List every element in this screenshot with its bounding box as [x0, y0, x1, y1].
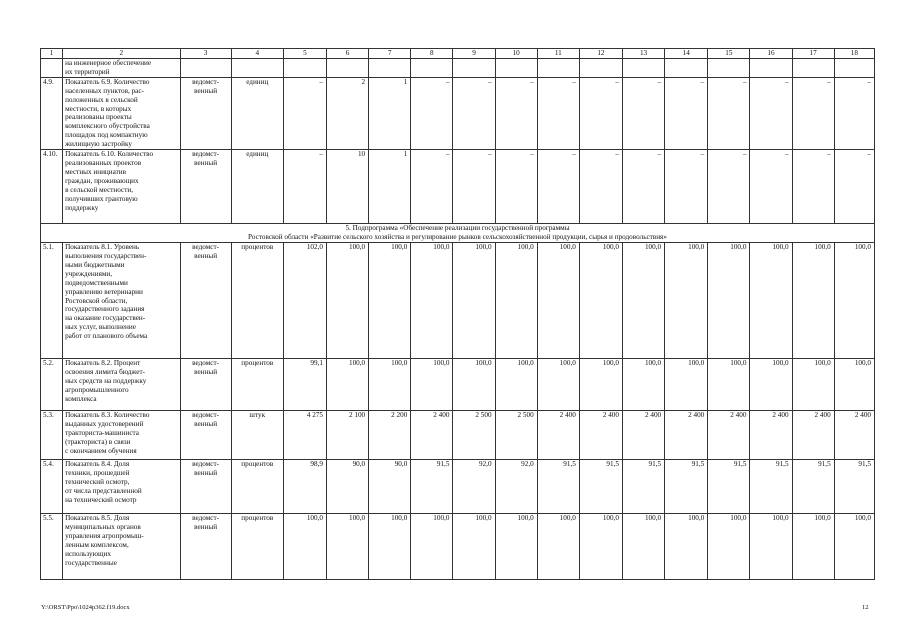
- value-cell: 92,0: [495, 460, 537, 514]
- value-cell: –: [792, 77, 834, 149]
- section-title-line-1: 5. Подпрограмма «Обеспечение реализации государственной программы: [345, 224, 570, 233]
- header-cell: 17: [792, 49, 834, 59]
- value-cell: 100,0: [579, 514, 622, 580]
- value-cell: –: [411, 77, 453, 149]
- value-cell: 4 275: [283, 411, 326, 460]
- table-row: [41, 411, 875, 460]
- header-cell: 2: [63, 49, 180, 59]
- empty-cell: [622, 59, 664, 78]
- value-cell: –: [453, 150, 495, 224]
- header-cell: 12: [579, 49, 622, 59]
- value-cell: 10: [327, 150, 369, 224]
- indicator-type-cell: ведомст- венный: [180, 460, 231, 514]
- value-cell: 100,0: [750, 514, 792, 580]
- table-row: [41, 77, 875, 149]
- table-row: [41, 460, 875, 514]
- value-cell: 2 200: [369, 411, 411, 460]
- row-number-cell: [41, 59, 63, 78]
- value-cell: 100,0: [665, 243, 708, 359]
- header-cell: 10: [495, 49, 537, 59]
- unit-cell: процентов: [231, 243, 283, 359]
- row-number-cell: 5.1.: [41, 243, 63, 359]
- value-cell: 1: [369, 150, 411, 224]
- value-cell: –: [665, 77, 708, 149]
- value-cell: 100,0: [750, 359, 792, 411]
- value-cell: 91,5: [834, 460, 874, 514]
- empty-cell: [537, 59, 579, 78]
- value-cell: 90,0: [327, 460, 369, 514]
- section-header-row: [41, 224, 875, 243]
- header-cell: 9: [453, 49, 495, 59]
- value-cell: 100,0: [708, 243, 750, 359]
- value-cell: 2: [327, 77, 369, 149]
- section-title-line-2: Ростовской области «Развитие сельского хозяйства и регулирование рынков сельскохозяйственной продукции, сырья и продовольствия»: [248, 232, 667, 241]
- header-cell: 16: [750, 49, 792, 59]
- value-cell: 100,0: [411, 514, 453, 580]
- indicator-type-cell: ведомст- венный: [180, 411, 231, 460]
- indicator-type-cell: ведомст- венный: [180, 150, 231, 224]
- value-cell: –: [537, 150, 579, 224]
- value-cell: 100,0: [665, 514, 708, 580]
- empty-cell: [411, 59, 453, 78]
- table-row: [41, 243, 875, 359]
- value-cell: 100,0: [327, 359, 369, 411]
- value-cell: 2 400: [537, 411, 579, 460]
- value-cell: –: [411, 150, 453, 224]
- empty-cell: [792, 59, 834, 78]
- value-cell: 1: [369, 77, 411, 149]
- unit-cell: единиц: [231, 77, 283, 149]
- value-cell: –: [579, 150, 622, 224]
- header-cell: 6: [327, 49, 369, 59]
- empty-cell: [750, 59, 792, 78]
- empty-cell: [834, 59, 874, 78]
- value-cell: 100,0: [792, 359, 834, 411]
- value-cell: –: [537, 77, 579, 149]
- empty-cell: [708, 59, 750, 78]
- value-cell: 100,0: [708, 359, 750, 411]
- value-cell: –: [495, 150, 537, 224]
- unit-cell: процентов: [231, 359, 283, 411]
- value-cell: –: [283, 77, 326, 149]
- value-cell: 100,0: [495, 243, 537, 359]
- value-cell: 2 400: [792, 411, 834, 460]
- value-cell: 91,5: [792, 460, 834, 514]
- value-cell: 91,5: [411, 460, 453, 514]
- value-cell: 91,5: [537, 460, 579, 514]
- value-cell: 100,0: [579, 243, 622, 359]
- value-cell: 91,5: [579, 460, 622, 514]
- unit-cell: процентов: [231, 460, 283, 514]
- indicator-cell: на инженерное обеспечение их территорий: [63, 59, 180, 78]
- value-cell: –: [834, 77, 874, 149]
- empty-cell: [369, 59, 411, 78]
- empty-cell: [283, 59, 326, 78]
- value-cell: –: [834, 150, 874, 224]
- value-cell: 100,0: [622, 359, 664, 411]
- value-cell: 2 400: [579, 411, 622, 460]
- value-cell: –: [792, 150, 834, 224]
- indicator-cell: Показатель 8.5. Доля муниципальных органов управления агропромыш- ленным комплексом, использующих государственные: [63, 514, 180, 580]
- value-cell: 2 400: [708, 411, 750, 460]
- value-cell: 100,0: [834, 359, 874, 411]
- table-row: [41, 59, 875, 78]
- table-row: [41, 359, 875, 411]
- value-cell: –: [495, 77, 537, 149]
- row-number-cell: 5.5.: [41, 514, 63, 580]
- value-cell: 100,0: [537, 359, 579, 411]
- empty-cell: [495, 59, 537, 78]
- header-cell: 5: [283, 49, 326, 59]
- indicator-cell: Показатель 8.3. Количество выданных удостоверений тракториста-машиниста (тракториста) в связи с окончанием обучения: [63, 411, 180, 460]
- value-cell: 100,0: [327, 243, 369, 359]
- value-cell: 2 400: [834, 411, 874, 460]
- value-cell: 91,5: [708, 460, 750, 514]
- value-cell: 2 500: [453, 411, 495, 460]
- indicator-cell: Показатель 8.4. Доля техники, прошедшей технический осмотр, от числа представленной на технический осмотр: [63, 460, 180, 514]
- value-cell: –: [750, 77, 792, 149]
- value-cell: 102,0: [283, 243, 326, 359]
- row-number-cell: 4.9.: [41, 77, 63, 149]
- empty-cell: [665, 59, 708, 78]
- value-cell: 100,0: [369, 359, 411, 411]
- header-cell: 3: [180, 49, 231, 59]
- row-number-cell: 5.3.: [41, 411, 63, 460]
- value-cell: 91,5: [750, 460, 792, 514]
- empty-cell: [231, 59, 283, 78]
- value-cell: 100,0: [708, 514, 750, 580]
- value-cell: 100,0: [369, 243, 411, 359]
- value-cell: 100,0: [283, 514, 326, 580]
- value-cell: 91,5: [622, 460, 664, 514]
- header-cell: 8: [411, 49, 453, 59]
- value-cell: 2 400: [622, 411, 664, 460]
- header-cell: 4: [231, 49, 283, 59]
- value-cell: 100,0: [411, 359, 453, 411]
- value-cell: 100,0: [622, 514, 664, 580]
- value-cell: 2 100: [327, 411, 369, 460]
- value-cell: 100,0: [537, 514, 579, 580]
- indicator-type-cell: ведомст- венный: [180, 77, 231, 149]
- footer-page-number: 12: [862, 604, 869, 611]
- indicator-cell: Показатель 6.10. Количество реализованных проектов местных инициатив граждан, проживающих в сельской местности, получивших грантовую поддержку: [63, 150, 180, 224]
- value-cell: 100,0: [750, 243, 792, 359]
- unit-cell: процентов: [231, 514, 283, 580]
- table-header-row: [41, 49, 875, 59]
- value-cell: –: [665, 150, 708, 224]
- value-cell: 100,0: [327, 514, 369, 580]
- value-cell: –: [622, 77, 664, 149]
- indicator-cell: Показатель 8.2. Процент освоения лимита бюджет- ных средств на поддержку агропромышленного комплекса: [63, 359, 180, 411]
- value-cell: 100,0: [411, 243, 453, 359]
- section-title-cell: [41, 224, 875, 243]
- value-cell: 2 500: [495, 411, 537, 460]
- value-cell: –: [750, 150, 792, 224]
- indicator-cell: Показатель 6.9. Количество населенных пунктов, рас- положенных в сельской местности, в которых реализованы проекты комплексного обустройства площадок под компактную жилищную застройку: [63, 77, 180, 149]
- value-cell: 90,0: [369, 460, 411, 514]
- value-cell: 100,0: [537, 243, 579, 359]
- empty-cell: [453, 59, 495, 78]
- empty-cell: [327, 59, 369, 78]
- value-cell: 100,0: [453, 359, 495, 411]
- footer-file-path: Y:\ORST\Ppo\1024p362.f19.docx: [41, 604, 130, 611]
- value-cell: 99,1: [283, 359, 326, 411]
- empty-cell: [579, 59, 622, 78]
- indicator-type-cell: ведомст- венный: [180, 359, 231, 411]
- empty-cell: [180, 59, 231, 78]
- header-cell: 15: [708, 49, 750, 59]
- value-cell: 100,0: [834, 243, 874, 359]
- row-number-cell: 4.10.: [41, 150, 63, 224]
- indicator-table-sheet: [40, 48, 875, 598]
- row-number-cell: 5.2.: [41, 359, 63, 411]
- table-row: [41, 514, 875, 580]
- header-cell: 14: [665, 49, 708, 59]
- indicator-cell: Показатель 8.1. Уровень выполнения государствен- ными бюджетными учреждениями, подведомственными управлению ветеринарии Ростовской области, государственного задания на оказание государствен- ных услуг, выполнение работ от планового объема: [63, 243, 180, 359]
- value-cell: 100,0: [453, 243, 495, 359]
- header-cell: 11: [537, 49, 579, 59]
- value-cell: 2 400: [411, 411, 453, 460]
- value-cell: 92,0: [453, 460, 495, 514]
- value-cell: 2 400: [750, 411, 792, 460]
- value-cell: 100,0: [834, 514, 874, 580]
- value-cell: –: [708, 77, 750, 149]
- value-cell: 100,0: [495, 359, 537, 411]
- value-cell: 100,0: [495, 514, 537, 580]
- header-cell: 13: [622, 49, 664, 59]
- indicator-table: [40, 48, 875, 580]
- indicator-type-cell: ведомст- венный: [180, 514, 231, 580]
- value-cell: –: [283, 150, 326, 224]
- value-cell: –: [622, 150, 664, 224]
- value-cell: 2 400: [665, 411, 708, 460]
- value-cell: 100,0: [579, 359, 622, 411]
- unit-cell: единиц: [231, 150, 283, 224]
- value-cell: 100,0: [369, 514, 411, 580]
- value-cell: 100,0: [453, 514, 495, 580]
- unit-cell: штук: [231, 411, 283, 460]
- value-cell: –: [579, 77, 622, 149]
- value-cell: 98,9: [283, 460, 326, 514]
- table-row: [41, 150, 875, 224]
- header-cell: 18: [834, 49, 874, 59]
- value-cell: –: [453, 77, 495, 149]
- row-number-cell: 5.4.: [41, 460, 63, 514]
- value-cell: 100,0: [665, 359, 708, 411]
- value-cell: 100,0: [792, 514, 834, 580]
- header-cell: 1: [41, 49, 63, 59]
- value-cell: 100,0: [622, 243, 664, 359]
- value-cell: 100,0: [792, 243, 834, 359]
- header-cell: 7: [369, 49, 411, 59]
- value-cell: –: [708, 150, 750, 224]
- indicator-type-cell: ведомст- венный: [180, 243, 231, 359]
- value-cell: 91,5: [665, 460, 708, 514]
